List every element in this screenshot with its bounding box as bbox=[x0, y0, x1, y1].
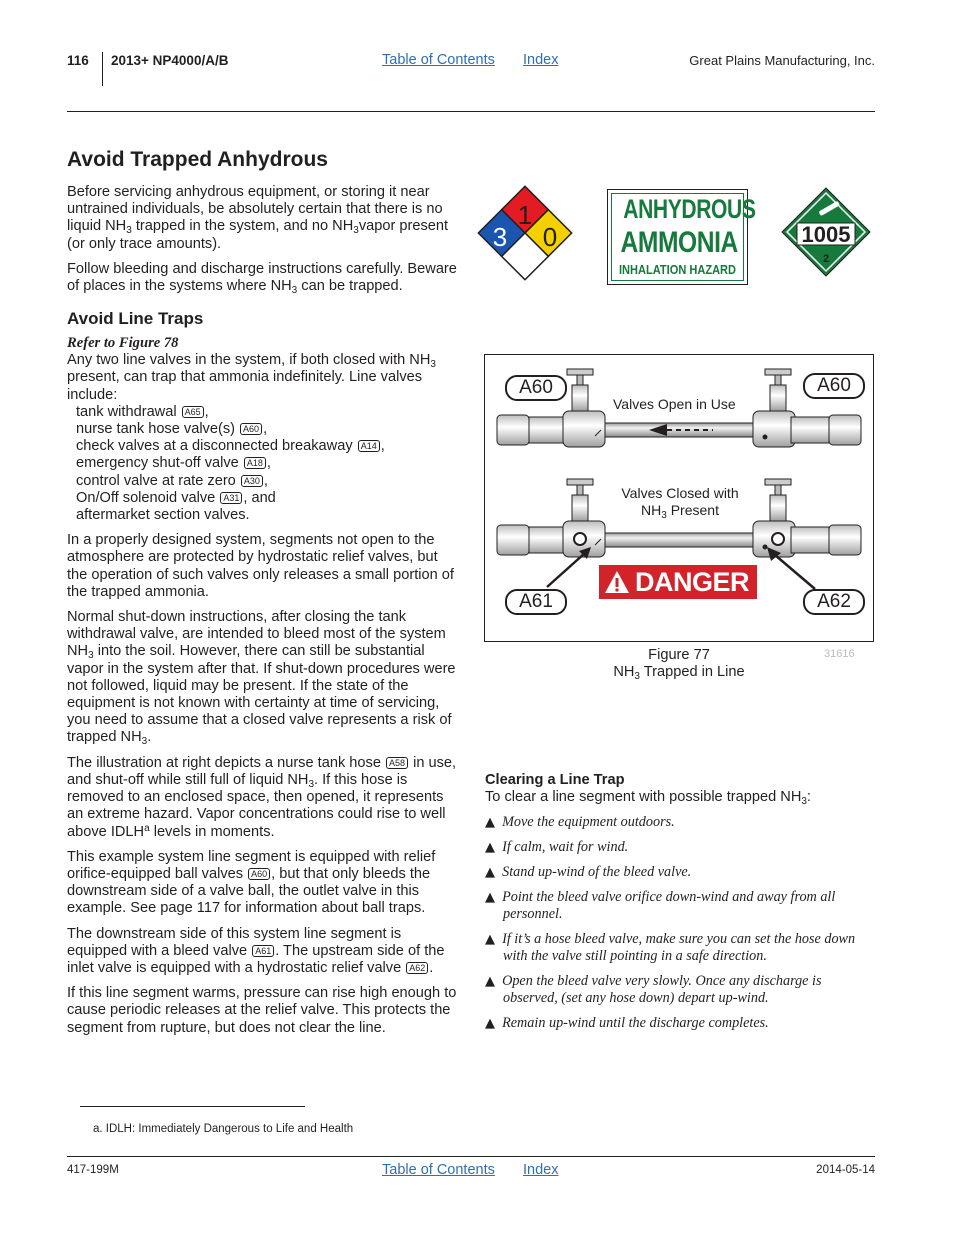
list-item: ▲ If calm, wait for wind. bbox=[485, 839, 629, 855]
list-item: ▲ Open the bleed valve very slowly. Once any discharge is observed, (set any hose down) depart up-wind. bbox=[485, 973, 822, 1006]
nfpa-reactivity-rating: 0 bbox=[542, 222, 558, 252]
list-item: ▲ Point the bleed valve orifice down-wind and away from all personnel. bbox=[485, 889, 836, 922]
line-traps-paragraph: Any two line valves in the system, if both closed with $NH_3$ present, can trap that ammonia indefinitely. Line valves include: bbox=[67, 352, 436, 403]
footnote-marker[interactable]: a bbox=[144, 822, 150, 834]
header-index-link[interactable]: Index bbox=[523, 52, 559, 68]
sign-line-3: INHALATION HAZARD bbox=[618, 262, 737, 277]
anhydrous-ammonia-sign bbox=[607, 189, 756, 285]
callout-tag: A18 bbox=[244, 457, 266, 469]
list-item: ▲ Move the equipment outdoors. bbox=[485, 814, 675, 830]
footer-rule bbox=[67, 1156, 875, 1157]
un-number: 1005 bbox=[801, 222, 851, 247]
triangle-bullet-icon: ▲ bbox=[485, 815, 495, 830]
header-company: Great Plains Manufacturing, Inc. bbox=[689, 53, 875, 68]
danger-label: DANGER bbox=[599, 565, 757, 599]
art-id: 31616 bbox=[824, 648, 855, 660]
triangle-bullet-icon: ▲ bbox=[485, 840, 495, 855]
illustration-paragraph: The illustration at right depicts a nurse tank hose A58 in use, and shut-off while still full of liquid $NH_3$. If this hose is removed to an enclosed space, then opened, it represents an extreme hazard. Vapor concentrations could rise to well above IDLH$^a$ levels in moments. bbox=[67, 754, 457, 840]
intro-paragraph-2: Follow bleeding and discharge instructions carefully. Beware of places in the systems where $NH_3$ can be trapped. bbox=[67, 260, 457, 297]
subheading-line-traps: Avoid Line Traps bbox=[67, 309, 204, 329]
example-paragraph: This example system line segment is equipped with relief orifice-equipped ball valves A60 , but that only bleeds the downstream side of a valve ball, the outlet valve in this example. See page 117 for information about ball traps. bbox=[67, 848, 436, 917]
triangle-bullet-icon: ▲ bbox=[485, 974, 495, 989]
page-number: 116 bbox=[67, 53, 89, 68]
figure-reference: Refer to Figure 78 bbox=[67, 335, 179, 352]
list-item: ▲ If it’s a hose bleed valve, make sure you can set the hose down with the valve still pointing in a safe direction. bbox=[485, 931, 856, 964]
list-item: ▲ Remain up-wind until the discharge completes. bbox=[485, 1015, 769, 1031]
callout-tag: A60 bbox=[248, 868, 270, 880]
list-item: On/Off solenoid valve A31 , and bbox=[76, 489, 276, 506]
list-item: ▲ Stand up-wind of the bleed valve. bbox=[485, 864, 692, 880]
clearing-section bbox=[485, 772, 875, 1040]
footnote-rule bbox=[80, 1106, 305, 1107]
triangle-bullet-icon: ▲ bbox=[485, 890, 495, 905]
sign-line-2: AMMONIA bbox=[620, 226, 738, 259]
callout-tag: A30 bbox=[241, 475, 263, 487]
figure-caption bbox=[484, 647, 874, 681]
label-valves-open: Valves Open in Use bbox=[613, 396, 736, 412]
callout-a62: A62 bbox=[803, 589, 865, 615]
header-toc-link[interactable]: Table of Contents bbox=[382, 52, 495, 68]
callout-a60-right: A60 bbox=[803, 373, 865, 399]
figure-title: $NH_3$ Trapped in Line bbox=[613, 664, 745, 682]
callout-tag: A60 bbox=[240, 423, 262, 435]
shutdown-paragraph: Normal shut-down instructions, after closing the tank withdrawal valve, are intended to bleed most of the system $NH_3$ into the soil. However, there can still be substantial vapor in the system after that. If shut-down procedures were not followed, liquid may be present. If the state of the equipment is not known with certainty at time of servicing, you need to assume that a closed valve represents a risk of trapped $NH_3$. bbox=[67, 609, 456, 748]
nfpa-health-rating: 3 bbox=[492, 222, 508, 252]
hazard-class: 2 bbox=[822, 253, 830, 265]
label-valves-closed: Valves Closed with $NH_3$ Present bbox=[621, 485, 739, 521]
clearing-heading: Clearing a Line Trap bbox=[485, 772, 625, 788]
clearing-intro: To clear a line segment with possible trapped $NH_3$: bbox=[485, 789, 811, 807]
callout-tag: A14 bbox=[358, 440, 380, 452]
intro-paragraph-1: Before servicing anhydrous equipment, or storing it near untrained individuals, be absolutely certain that there is no liquid $NH_3$ trapped in the system, and no $NH_3vapor$ present (or only trace amounts). bbox=[67, 184, 449, 252]
nfpa-diamond-icon bbox=[476, 184, 574, 282]
line-valve-list bbox=[67, 404, 459, 524]
footer-index-link[interactable]: Index bbox=[523, 1162, 559, 1178]
downstream-paragraph: The downstream side of this system line segment is equipped with a bleed valve A61 . The upstream side of the inlet valve is equipped with a hydrostatic relief valve A62 . bbox=[67, 925, 445, 976]
header-rule bbox=[67, 111, 875, 112]
list-item: check valves at a disconnected breakaway A14 , bbox=[76, 438, 385, 455]
warm-paragraph: If this line segment warms, pressure can rise high enough to cause periodic releases at the relief valve. This protects the segment from rupture, but does not clear the line. bbox=[67, 985, 457, 1036]
footer-date: 2014-05-14 bbox=[816, 1164, 875, 1176]
warning-triangle-icon bbox=[604, 570, 630, 594]
header-divider bbox=[102, 52, 103, 86]
triangle-bullet-icon: ▲ bbox=[485, 932, 495, 947]
footnote: a. IDLH: Immediately Dangerous to Life and Health bbox=[93, 1123, 354, 1135]
callout-a61: A61 bbox=[505, 589, 567, 615]
left-column bbox=[67, 184, 459, 1045]
page-title: Avoid Trapped Anhydrous bbox=[67, 148, 328, 171]
callout-tag: A65 bbox=[182, 406, 204, 418]
callout-a60-left: A60 bbox=[505, 375, 567, 401]
sign-line-1: ANHYDROUS bbox=[623, 194, 756, 224]
list-item: nurse tank hose valve(s) A60 , bbox=[76, 421, 268, 438]
list-item: tank withdrawal A65 , bbox=[76, 403, 209, 420]
header-model: 2013+ NP4000/A/B bbox=[111, 53, 229, 68]
callout-tag: A61 bbox=[252, 945, 274, 957]
callout-tag: A58 bbox=[386, 757, 408, 769]
footer-toc-link[interactable]: Table of Contents bbox=[382, 1162, 495, 1178]
callout-tag: A62 bbox=[406, 962, 428, 974]
relief-paragraph: In a properly designed system, segments not open to the atmosphere are protected by hydrostatic relief valves, but the operation of such valves only releases a small portion of the trapped ammonia. bbox=[67, 532, 454, 600]
list-item: aftermarket section valves. bbox=[76, 507, 250, 524]
list-item: emergency shut-off valve A18 , bbox=[76, 455, 271, 472]
triangle-bullet-icon: ▲ bbox=[485, 865, 495, 880]
nfpa-fire-rating: 1 bbox=[517, 200, 533, 230]
footer-doc-number: 417-199M bbox=[67, 1164, 119, 1176]
hazmat-placard-icon bbox=[780, 186, 872, 278]
callout-tag: A31 bbox=[220, 492, 242, 504]
triangle-bullet-icon: ▲ bbox=[485, 1016, 495, 1031]
figure-number: Figure 77 bbox=[648, 647, 710, 663]
list-item: control valve at rate zero A30 , bbox=[76, 472, 268, 489]
figure-77 bbox=[484, 354, 874, 642]
